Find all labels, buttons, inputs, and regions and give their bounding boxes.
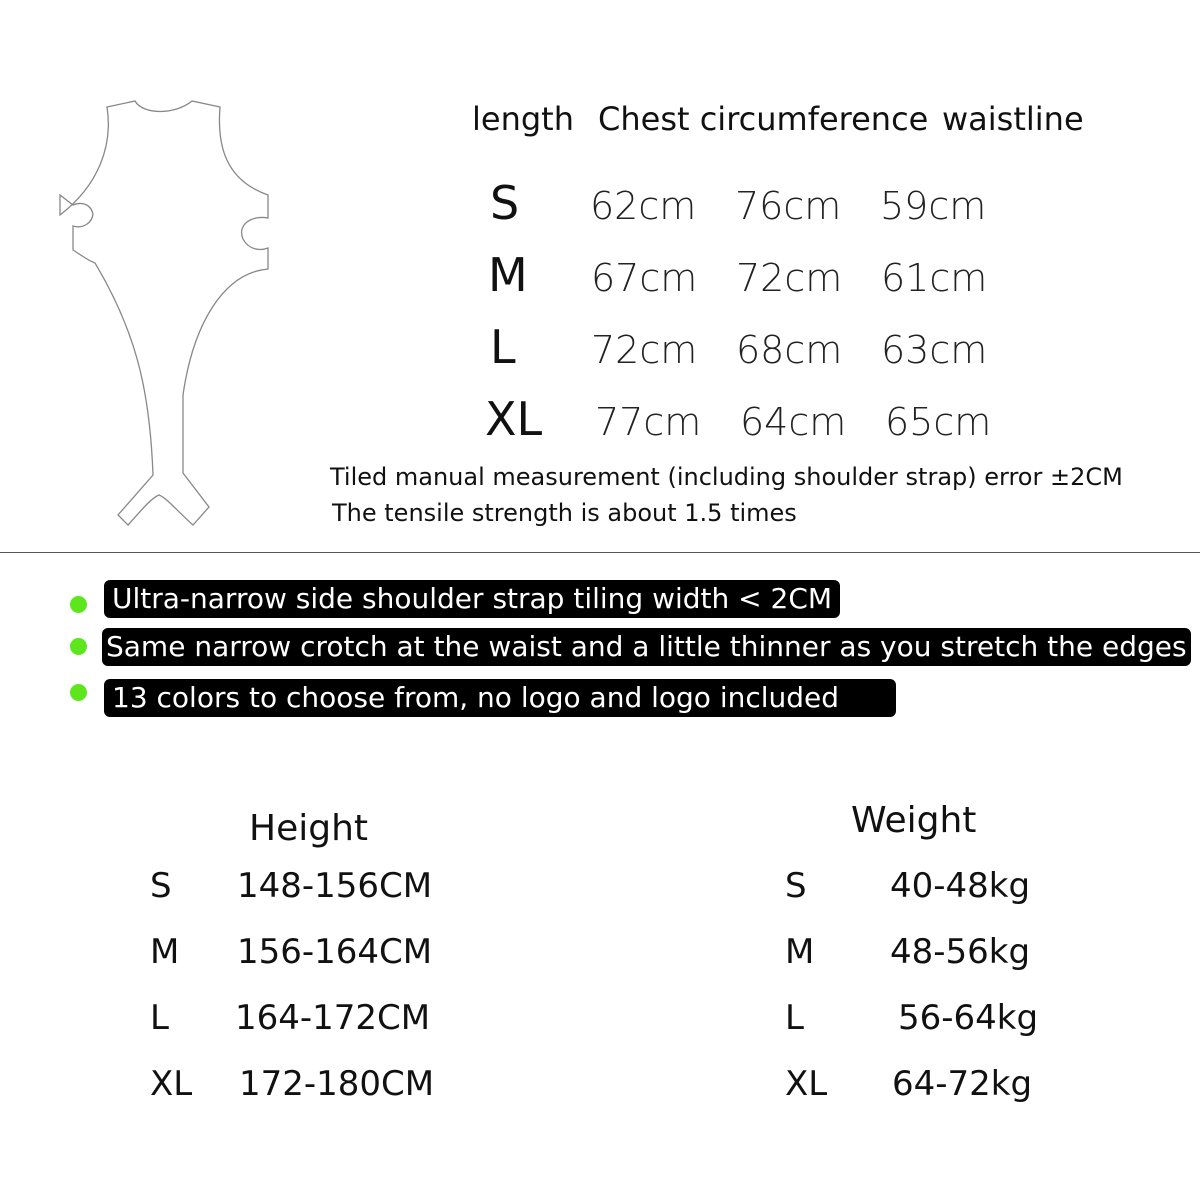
height-title: Height bbox=[249, 808, 369, 849]
waist-cell: 59cm bbox=[880, 184, 987, 228]
tensile-note: The tensile strength is about 1.5 times bbox=[332, 499, 797, 527]
header-waistline: waistline bbox=[942, 100, 1084, 138]
waist-cell: 63cm bbox=[881, 328, 988, 372]
weight-value: 56-64kg bbox=[898, 998, 1039, 1038]
green-bullet-icon bbox=[70, 684, 87, 701]
weight-size: S bbox=[785, 866, 807, 906]
weight-size: XL bbox=[785, 1064, 828, 1104]
height-size: M bbox=[150, 932, 180, 972]
green-bullet-icon bbox=[70, 638, 87, 655]
section-divider bbox=[0, 552, 1200, 553]
waist-cell: 61cm bbox=[881, 256, 988, 300]
size-label: S bbox=[490, 176, 520, 230]
height-value: 148-156CM bbox=[237, 866, 433, 906]
length-cell: 77cm bbox=[595, 400, 702, 444]
measurement-note: Tiled manual measurement (including shoulder strap) error ±2CM bbox=[330, 463, 1123, 491]
garment-outline-illustration bbox=[55, 95, 275, 535]
height-size: S bbox=[150, 866, 172, 906]
height-value: 164-172CM bbox=[235, 998, 431, 1038]
green-bullet-icon bbox=[70, 596, 87, 613]
height-size: XL bbox=[150, 1064, 193, 1104]
feature-colors: 13 colors to choose from, no logo and logo included bbox=[104, 679, 896, 717]
size-label: XL bbox=[485, 392, 543, 446]
weight-value: 64-72kg bbox=[892, 1064, 1033, 1104]
feature-crotch: Same narrow crotch at the waist and a little thinner as you stretch the edges bbox=[102, 628, 1191, 666]
weight-title: Weight bbox=[851, 800, 977, 841]
chest-cell: 64cm bbox=[740, 400, 847, 444]
feature-strap: Ultra-narrow side shoulder strap tiling width < 2CM bbox=[104, 580, 840, 618]
weight-size: L bbox=[785, 998, 804, 1038]
header-chest: Chest circumference bbox=[598, 100, 929, 138]
height-value: 156-164CM bbox=[237, 932, 433, 972]
weight-value: 40-48kg bbox=[890, 866, 1031, 906]
weight-value: 48-56kg bbox=[890, 932, 1031, 972]
chest-cell: 76cm bbox=[735, 184, 842, 228]
size-label: M bbox=[488, 248, 528, 302]
size-label: L bbox=[490, 320, 516, 374]
height-value: 172-180CM bbox=[239, 1064, 435, 1104]
height-size: L bbox=[150, 998, 169, 1038]
length-cell: 62cm bbox=[590, 184, 697, 228]
chest-cell: 68cm bbox=[736, 328, 843, 372]
header-length: length bbox=[472, 100, 574, 138]
waist-cell: 65cm bbox=[885, 400, 992, 444]
chest-cell: 72cm bbox=[736, 256, 843, 300]
length-cell: 67cm bbox=[591, 256, 698, 300]
length-cell: 72cm bbox=[591, 328, 698, 372]
weight-size: M bbox=[785, 932, 815, 972]
